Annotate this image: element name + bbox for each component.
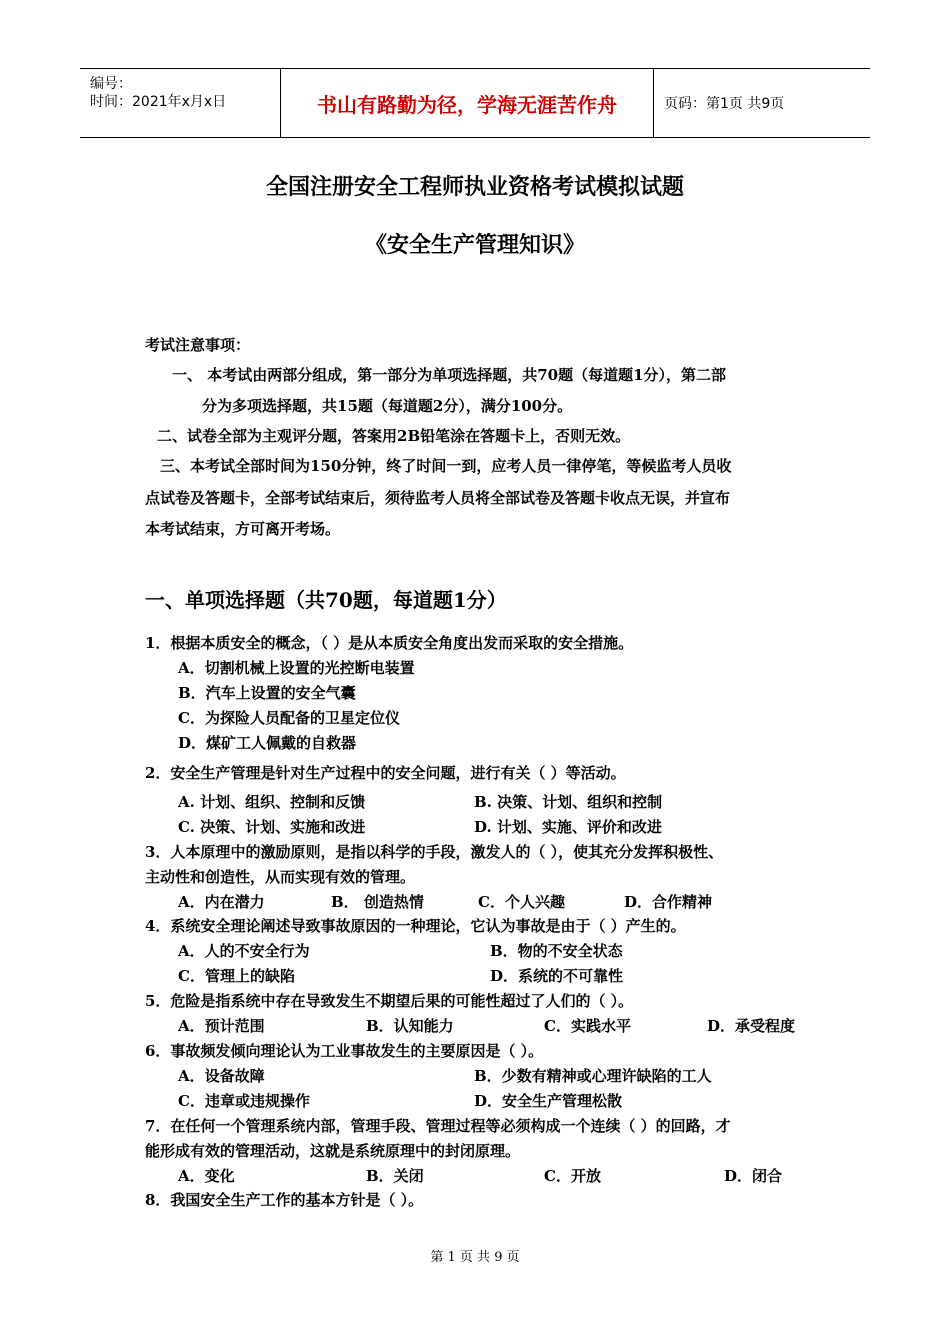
question-stem-cont: 能形成有效的管理活动，这就是系统原理中的封闭原理。 xyxy=(145,1142,521,1160)
option: B．物的不安全状态 xyxy=(490,942,623,960)
option: A．变化 xyxy=(178,1167,235,1185)
option: D．系统的不可靠性 xyxy=(490,967,624,985)
option: B． 创造热情 xyxy=(331,893,424,911)
notice-item-3: 三、本考试全部时间为150分钟，终了时间一到，应考人员一律停笔，等候监考人员收 xyxy=(160,457,732,475)
option: C．管理上的缺陷 xyxy=(178,967,295,985)
question-stem: 6．事故频发倾向理论认为工业事故发生的主要原因是（ ）。 xyxy=(145,1042,544,1060)
header-motto: 书山有路勤为径，学海无涯苦作舟 xyxy=(281,69,654,137)
notice-item-3-cont: 本考试结束，方可离开考场。 xyxy=(145,520,341,538)
option: C．个人兴趣 xyxy=(478,893,565,911)
page-footer: 第 1 页 共 9 页 xyxy=(430,1250,520,1265)
page-header xyxy=(80,68,870,138)
option: A．内在潜力 xyxy=(178,893,265,911)
number-label: 编号： xyxy=(90,76,132,92)
notice-heading: 考试注意事项： xyxy=(145,336,251,354)
question-stem: 3．人本原理中的激励原则，是指以科学的手段，激发人的（ ），使其充分发挥积极性、 xyxy=(145,843,724,861)
option: C．违章或违规操作 xyxy=(178,1092,310,1110)
option: A．预计范围 xyxy=(178,1017,265,1035)
option: C．为探险人员配备的卫星定位仪 xyxy=(178,709,400,727)
header-page-info: 页码：第1页 共9页 xyxy=(664,96,785,112)
option: B．汽车上设置的安全气囊 xyxy=(178,684,356,702)
option: A. 计划、组织、控制和反馈 xyxy=(178,793,366,811)
option: D．闭合 xyxy=(724,1167,783,1185)
option: D．合作精神 xyxy=(624,893,713,911)
option: D．煤矿工人佩戴的自救器 xyxy=(178,734,357,752)
option: B. 决策、计划、组织和控制 xyxy=(474,793,663,811)
option: C．实践水平 xyxy=(544,1017,631,1035)
option: B．关闭 xyxy=(366,1167,424,1185)
time-label: 时间：2021年x月x日 xyxy=(90,94,227,110)
option: C．开放 xyxy=(544,1167,601,1185)
option: A．切割机械上设置的光控断电装置 xyxy=(178,659,415,677)
notice-item-2: 二、试卷全部为主观评分题，答案用2B铅笔涂在答题卡上，否则无效。 xyxy=(157,427,631,445)
option: A．人的不安全行为 xyxy=(178,942,310,960)
notice-item-1: 一、 本考试由两部分组成，第一部分为单项选择题，共70题（每道题1分），第二部 xyxy=(172,366,727,384)
document-title: 全国注册安全工程师执业资格考试模拟试题 xyxy=(265,174,684,200)
question-stem-cont: 主动性和创造性，从而实现有效的管理。 xyxy=(145,868,416,886)
option: D．承受程度 xyxy=(707,1017,796,1035)
option: A．设备故障 xyxy=(178,1067,265,1085)
question-stem: 4．系统安全理论阐述导致事故原因的一种理论，它认为事故是由于（ ）产生的。 xyxy=(145,917,686,935)
header-meta xyxy=(80,69,281,137)
question-stem: 8．我国安全生产工作的基本方针是（ ）。 xyxy=(145,1191,424,1209)
document-subtitle: 《安全生产管理知识》 xyxy=(364,232,585,258)
notice-item-3-cont: 点试卷及答题卡，全部考试结束后，须待监考人员将全部试卷及答题卡收点无误，并宣布 xyxy=(145,489,731,507)
option: D. 计划、实施、评价和改进 xyxy=(474,818,662,836)
question-stem: 7．在任何一个管理系统内部，管理手段、管理过程等必须构成一个连续（ ）的回路，才 xyxy=(145,1117,731,1135)
question-stem: 5．危险是指系统中存在导致发生不期望后果的可能性超过了人们的（ ）。 xyxy=(145,992,634,1010)
option: B．认知能力 xyxy=(366,1017,454,1035)
question-stem: 1．根据本质安全的概念，（ ）是从本质安全角度出发而采取的安全措施。 xyxy=(145,634,634,652)
section-title: 一、单项选择题（共70题，每道题1分） xyxy=(145,588,507,612)
notice-item-1-cont: 分为多项选择题，共15题（每道题2分），满分100分。 xyxy=(202,397,573,415)
question-stem: 2．安全生产管理是针对生产过程中的安全问题，进行有关（ ）等活动。 xyxy=(145,764,626,782)
option: D．安全生产管理松散 xyxy=(474,1092,623,1110)
option: C. 决策、计划、实施和改进 xyxy=(178,818,366,836)
option: B．少数有精神或心理许缺陷的工人 xyxy=(474,1067,712,1085)
